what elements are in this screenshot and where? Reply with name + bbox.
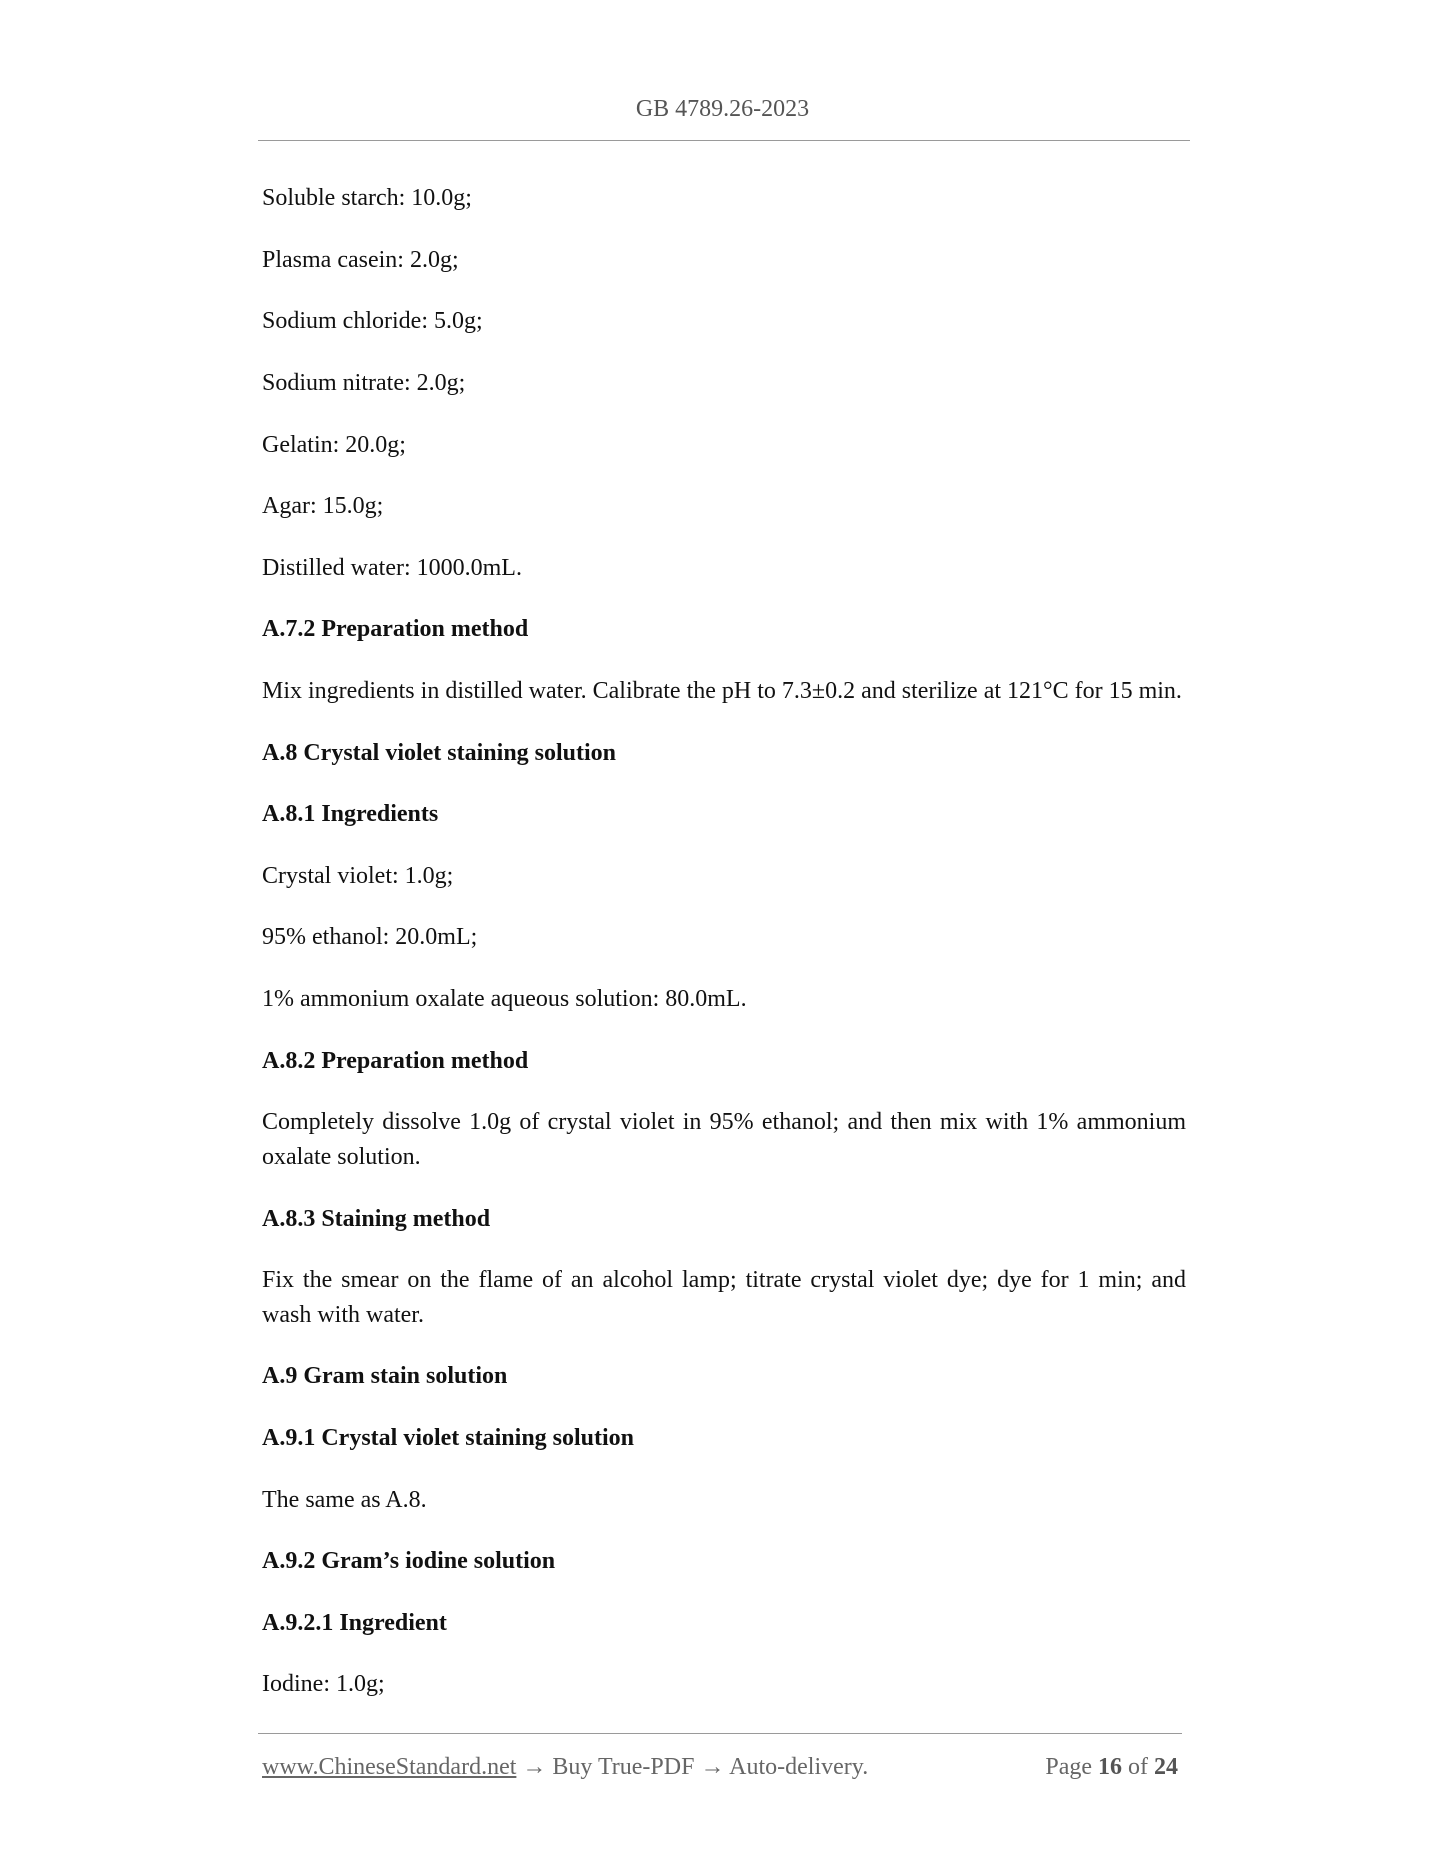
ingredient-line: Sodium chloride: 5.0g; bbox=[262, 308, 483, 334]
footer-promo bbox=[262, 1752, 868, 1782]
paragraph: The same as A.8. bbox=[262, 1487, 427, 1513]
section-heading: A.8.1 Ingredients bbox=[262, 801, 439, 827]
current-page: 16 bbox=[1098, 1754, 1122, 1780]
ingredient-line: 95% ethanol: 20.0mL; bbox=[262, 924, 478, 950]
section-heading: A.9.2.1 Ingredient bbox=[262, 1610, 447, 1636]
ingredient-line: Sodium nitrate: 2.0g; bbox=[262, 370, 466, 396]
ingredient-line: Crystal violet: 1.0g; bbox=[262, 863, 454, 889]
ingredient-line: Soluble starch: 10.0g; bbox=[262, 185, 472, 211]
section-heading: A.9.2 Gram’s iodine solution bbox=[262, 1548, 556, 1574]
arrow-icon: → bbox=[700, 1754, 725, 1780]
arrow-icon: → bbox=[522, 1754, 547, 1780]
footer-divider bbox=[258, 1733, 1182, 1734]
paragraph: Mix ingredients in distilled water. Calibrate the pH to 7.3±0.2 and sterilize at 121°C for 15 min. bbox=[262, 678, 1182, 704]
delivery-text: Auto-delivery. bbox=[729, 1754, 869, 1780]
section-heading: A.7.2 Preparation method bbox=[262, 616, 529, 642]
ingredient-line: 1% ammonium oxalate aqueous solution: 80.0mL. bbox=[262, 986, 747, 1012]
section-heading: A.8.3 Staining method bbox=[262, 1206, 491, 1232]
ingredient-line: Iodine: 1.0g; bbox=[262, 1671, 385, 1697]
ingredient-line: Agar: 15.0g; bbox=[262, 493, 384, 519]
buy-text: Buy True-PDF bbox=[552, 1754, 695, 1780]
paragraph: Fix the smear on the flame of an alcohol lamp; titrate crystal violet dye; dye for 1 min; and wash with water. bbox=[262, 1267, 1186, 1328]
section-heading: A.8.2 Preparation method bbox=[262, 1048, 529, 1074]
ingredient-line: Plasma casein: 2.0g; bbox=[262, 247, 459, 273]
paragraph: Completely dissolve 1.0g of crystal violet in 95% ethanol; and then mix with 1% ammonium oxalate solution. bbox=[262, 1109, 1186, 1170]
section-heading: A.9 Gram stain solution bbox=[262, 1363, 508, 1389]
page-number bbox=[1000, 1752, 1178, 1782]
page-header-title: GB 4789.26-2023 bbox=[635, 96, 810, 122]
section-heading: A.8 Crystal violet staining solution bbox=[262, 740, 617, 766]
total-pages: 24 bbox=[1154, 1754, 1178, 1780]
header-divider bbox=[258, 140, 1190, 141]
ingredient-line: Gelatin: 20.0g; bbox=[262, 432, 406, 458]
site-link[interactable]: www.ChineseStandard.net bbox=[262, 1754, 517, 1780]
page-label: Page bbox=[1045, 1754, 1092, 1780]
ingredient-line: Distilled water: 1000.0mL. bbox=[262, 555, 522, 581]
of-label: of bbox=[1128, 1754, 1148, 1780]
section-heading: A.9.1 Crystal violet staining solution bbox=[262, 1425, 635, 1451]
